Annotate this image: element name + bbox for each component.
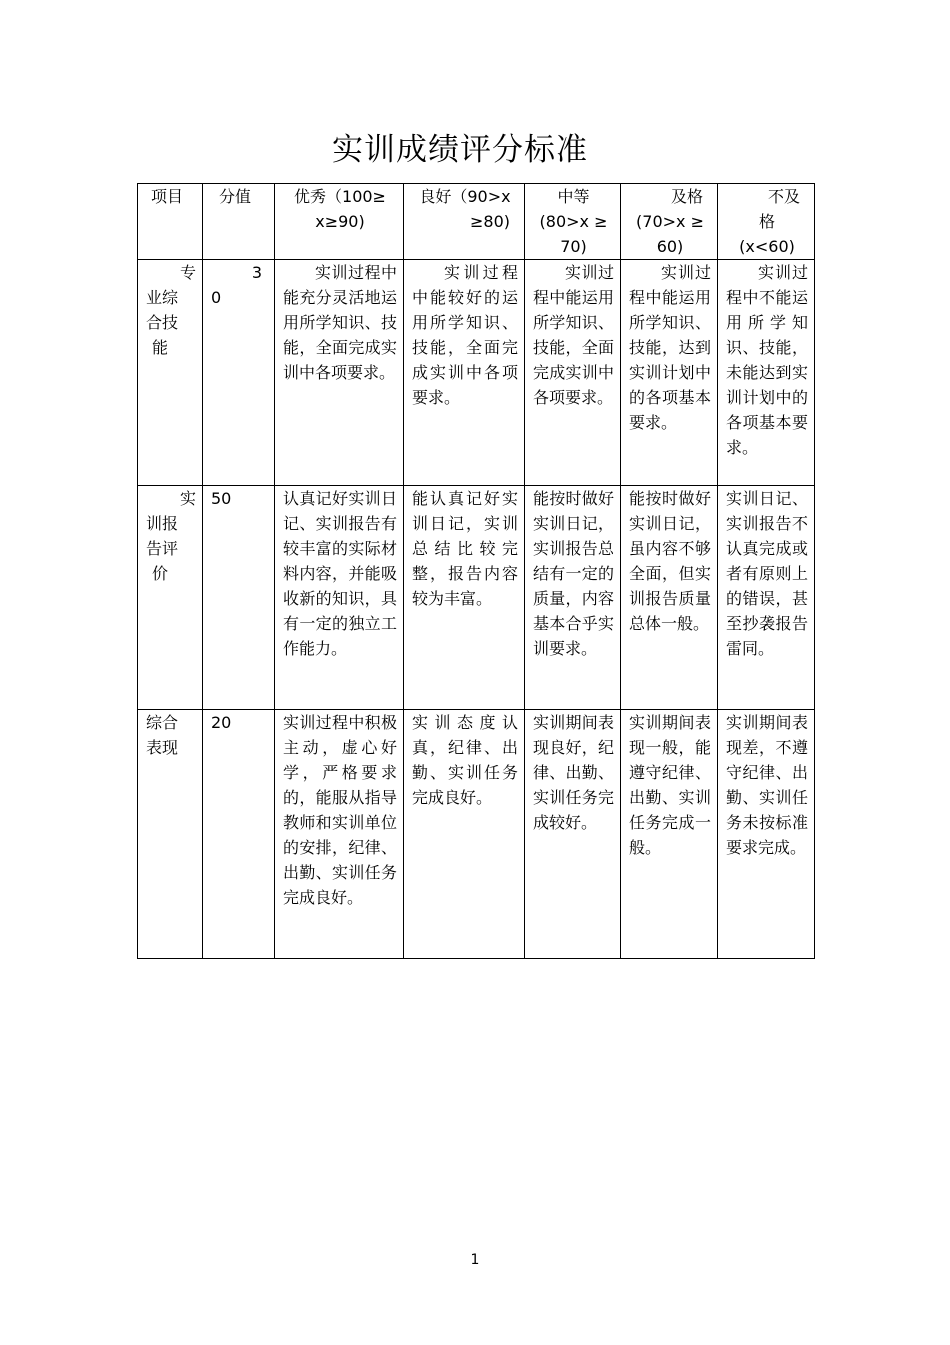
header-excellent-line2: x≥90) xyxy=(315,212,365,231)
cell-fail: 实训过程中不能运用所学知识、技能，未能达到实训计划中的各项基本要求。 xyxy=(718,260,815,486)
header-pass-line3: 60) xyxy=(656,237,684,256)
cell-good: 实训态度认真，纪律、出勤、实训任务完成良好。 xyxy=(404,710,525,959)
header-score: 分值 xyxy=(203,184,275,260)
row-score-line: 0 xyxy=(211,288,222,307)
cell-excellent: 实训过程中积极主动，虚心好学，严格要求的，能服从指导教师和实训单位的安排，纪律、出勤、实训任务完成良好。 xyxy=(275,710,404,959)
row-item xyxy=(138,486,203,710)
table-row xyxy=(138,486,815,710)
cell-good: 能认真记好实训日记，实训总结比较完整，报告内容较为丰富。 xyxy=(404,486,525,710)
header-excellent xyxy=(275,184,404,260)
cell-fail: 实训日记、实训报告不认真完成或者有原则上的错误，甚至抄袭报告雷同。 xyxy=(718,486,815,710)
header-fail-line2: 格 xyxy=(758,212,775,231)
header-medium-line2: (80>x ≥ xyxy=(539,212,608,231)
header-fail-line1: 不及 xyxy=(767,187,800,206)
page-title: 实训成绩评分标准 xyxy=(332,132,588,168)
cell-excellent: 认真记好实训日记、实训报告有较丰富的实际材料内容，并能吸收新的知识，具有一定的独立工作能力。 xyxy=(275,486,404,710)
row-item-line: 训报 xyxy=(146,514,179,533)
row-score: 50 xyxy=(203,486,275,710)
row-item-line: 能 xyxy=(152,338,169,357)
page-number: 1 xyxy=(470,1252,480,1268)
row-item xyxy=(138,260,203,486)
table-row xyxy=(138,260,815,486)
header-good-line2: ≥80) xyxy=(469,212,510,231)
row-item-line: 价 xyxy=(152,564,169,583)
cell-medium: 实训期间表现良好，纪律、出勤、实训任务完成较好。 xyxy=(525,710,621,959)
row-score: 20 xyxy=(203,710,275,959)
header-fail-line3: (x<60) xyxy=(739,237,795,256)
header-good xyxy=(404,184,525,260)
header-pass-line1: 及格 xyxy=(670,187,703,206)
cell-excellent: 实训过程中能充分灵活地运用所学知识、技能，全面完成实训中各项要求。 xyxy=(275,260,404,486)
row-item xyxy=(138,710,203,959)
cell-medium: 实训过程中能运用所学知识、技能，全面完成实训中各项要求。 xyxy=(525,260,621,486)
row-item-line: 综合 xyxy=(146,713,179,732)
row-item-line: 专 xyxy=(179,263,196,282)
row-item-line: 表现 xyxy=(146,738,179,757)
header-item: 项目 xyxy=(138,184,203,260)
table-row xyxy=(138,710,815,959)
row-item-line: 告评 xyxy=(146,539,179,558)
cell-pass: 实训过程中能运用所学知识、技能，达到实训计划中的各项基本要求。 xyxy=(621,260,718,486)
cell-pass: 能按时做好实训日记，虽内容不够全面，但实训报告质量总体一般。 xyxy=(621,486,718,710)
row-score xyxy=(203,260,275,486)
row-item-line: 合技 xyxy=(146,313,179,332)
cell-medium: 能按时做好实训日记，实训报告总结有一定的质量，内容基本合乎实训要求。 xyxy=(525,486,621,710)
row-score-line: 3 xyxy=(251,263,262,282)
header-pass xyxy=(621,184,718,260)
row-item-line: 业综 xyxy=(146,288,179,307)
cell-good: 实训过程中能较好的运用所学知识、技能，全面完成实训中各项要求。 xyxy=(404,260,525,486)
grading-table xyxy=(137,183,815,959)
cell-fail: 实训期间表现差，不遵守纪律、出勤、实训任务未按标准要求完成。 xyxy=(718,710,815,959)
cell-pass: 实训期间表现一般，能遵守纪律、出勤、实训任务完成一般。 xyxy=(621,710,718,959)
header-pass-line2: (70>x ≥ xyxy=(636,212,704,231)
header-row xyxy=(138,184,815,260)
header-medium-line1: 中等 xyxy=(557,187,590,206)
header-medium-line3: 70) xyxy=(560,237,587,256)
header-excellent-line1: 优秀（100≥ xyxy=(294,187,386,206)
header-good-line1: 良好（90>x xyxy=(419,187,511,206)
header-fail xyxy=(718,184,815,260)
header-medium xyxy=(525,184,621,260)
row-item-line: 实 xyxy=(179,489,196,508)
